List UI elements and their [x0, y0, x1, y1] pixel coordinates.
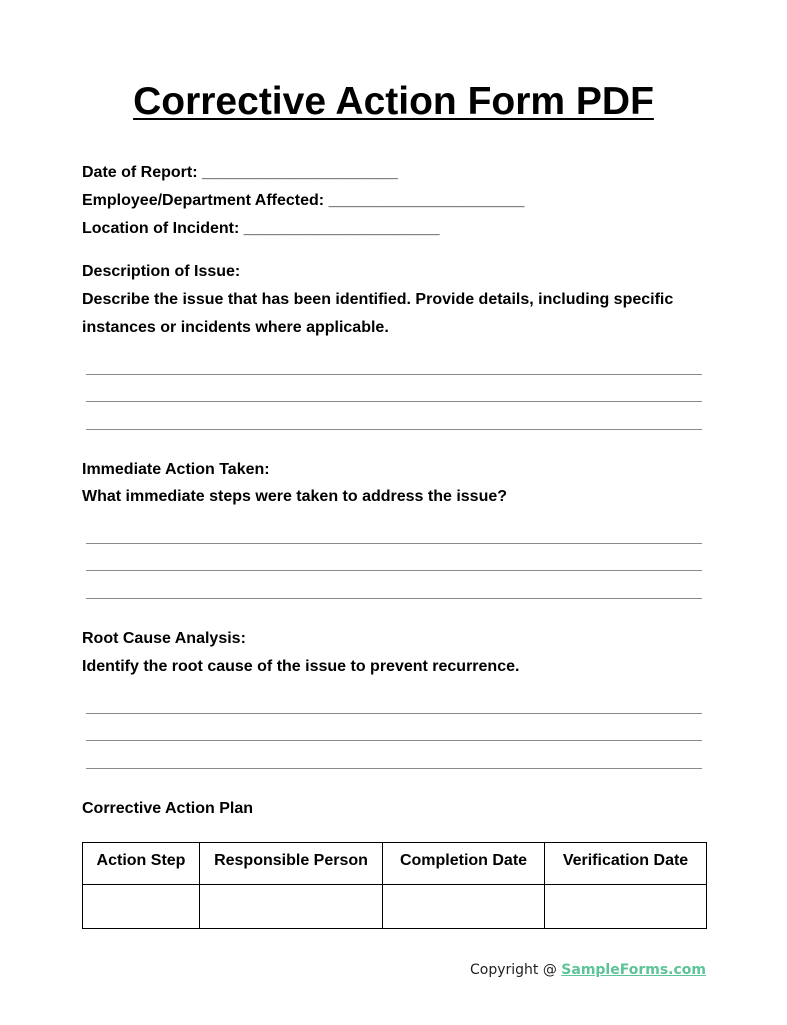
field-label: Location of Incident:	[82, 220, 240, 237]
writing-line[interactable]	[86, 740, 702, 741]
table-cell[interactable]	[200, 885, 383, 929]
writing-line[interactable]	[86, 570, 702, 571]
section-prompt: What immediate steps were taken to address the issue?	[82, 488, 508, 505]
writing-line[interactable]	[86, 768, 702, 769]
table-cell[interactable]	[83, 885, 200, 929]
writing-line[interactable]	[86, 598, 702, 599]
section-prompt: instances or incidents where applicable.	[82, 319, 389, 336]
page-title: Corrective Action Form PDF	[133, 80, 654, 123]
column-header: Verification Date	[545, 843, 707, 885]
section-heading: Root Cause Analysis:	[82, 630, 246, 647]
section-heading: Immediate Action Taken:	[82, 461, 270, 478]
field-label: Employee/Department Affected:	[82, 192, 325, 209]
column-header: Responsible Person	[200, 843, 383, 885]
column-header: Action Step	[83, 843, 200, 885]
section-prompt: Describe the issue that has been identified. Provide details, including specific	[82, 291, 674, 308]
table-row	[83, 885, 707, 929]
writing-line[interactable]	[86, 401, 702, 402]
section-heading: Description of Issue:	[82, 263, 241, 280]
writing-line[interactable]	[86, 713, 702, 714]
writing-line[interactable]	[86, 374, 702, 375]
table-cell[interactable]	[383, 885, 545, 929]
table-header-row	[83, 843, 707, 885]
field-label: Date of Report:	[82, 164, 198, 181]
blank-line[interactable]: ______________________	[202, 164, 398, 181]
column-header: Completion Date	[383, 843, 545, 885]
date-of-report-field[interactable]	[82, 164, 398, 182]
blank-line[interactable]: ______________________	[328, 192, 525, 209]
location-field[interactable]	[82, 220, 440, 238]
blank-line[interactable]: ______________________	[243, 220, 440, 237]
action-plan-table	[82, 842, 707, 929]
employee-department-field[interactable]	[82, 192, 524, 210]
table-cell[interactable]	[545, 885, 707, 929]
writing-line[interactable]	[86, 543, 702, 544]
writing-line[interactable]	[86, 429, 702, 430]
plan-heading: Corrective Action Plan	[82, 800, 254, 817]
sampleforms-link[interactable]: SampleForms.com	[561, 962, 706, 978]
section-prompt: Identify the root cause of the issue to prevent recurrence.	[82, 658, 520, 675]
copyright-footer	[470, 962, 706, 978]
copyright-text: Copyright @	[469, 962, 562, 978]
